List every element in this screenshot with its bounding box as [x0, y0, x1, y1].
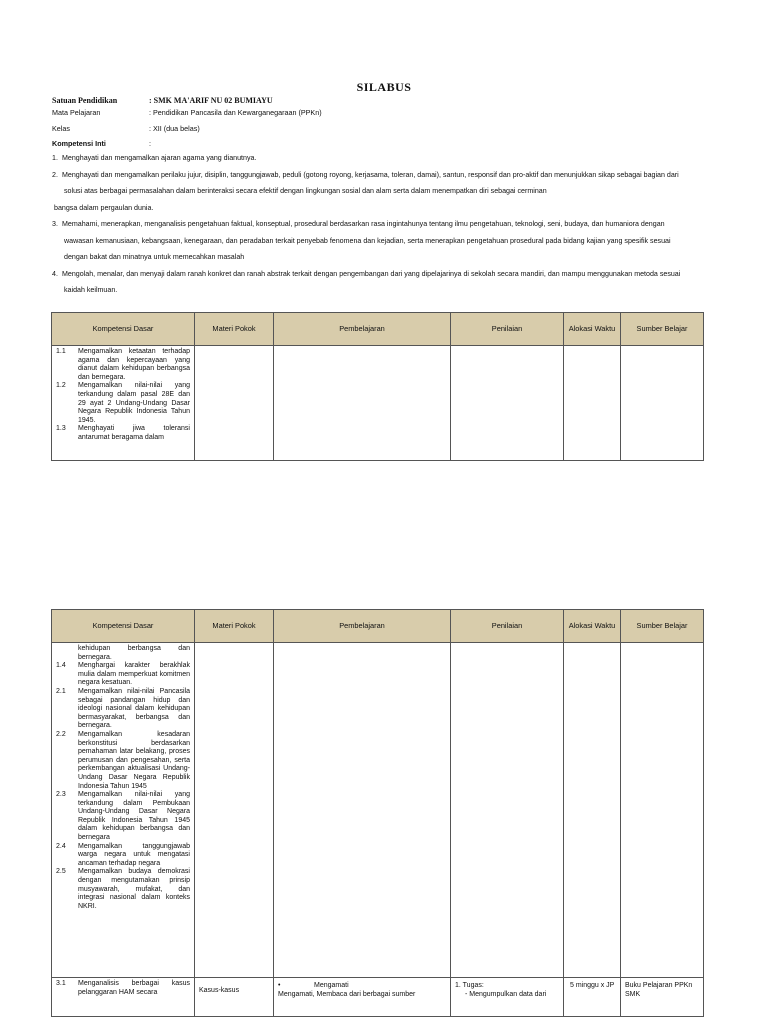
- header-pembelajaran: Pembelajaran: [274, 610, 451, 643]
- ki-item-continuation: solusi atas berbagai permasalahan dalam berinteraksi secara efektif dengan lingkungan sosial dan alam serta dalam menempatkan diri sebagai cerminan: [64, 187, 547, 195]
- ki-item-continuation: dengan bakat dan minatnya untuk memecahkan masalah: [64, 253, 245, 261]
- kd-text: Mengamalkan kesadaran berkonstitusi berdasarkan pemahaman latar belakang, proses perumusan dan pengesahan, serta perkembangan aktualisasi Undang-Undang Dasar Negara Republik Indonesia Tahun 1945: [78, 730, 190, 790]
- ki-item-continuation: wawasan kemanusiaan, kebangsaan, kenegaraan, dan peradaban terkait penyebab fenomena dan kejadian, serta menerapkan pengetahuan prosedural pada bidang kajian yang spesifik sesuai: [64, 236, 671, 245]
- ki-item-continuation: bangsa dalam pergaulan dunia.: [54, 203, 154, 212]
- penilaian-cell: [451, 346, 564, 461]
- kd-number: 2.1: [56, 687, 66, 695]
- satuan-row: [52, 96, 712, 108]
- pembelajaran-cell: [274, 346, 451, 461]
- kelas-row: [52, 124, 712, 136]
- kd-text: Menghargai karakter berakhlak mulia dalam memperkuat komitmen negara kesatuan.: [78, 662, 190, 687]
- kd-item: [56, 731, 190, 791]
- kd-text: Mengamalkan tanggungjawab warga negara untuk mengatasi ancaman terhadap negara: [78, 842, 190, 867]
- header-sumber-belajar: Sumber Belajar: [621, 313, 704, 346]
- silabus-table-2: [51, 609, 704, 1017]
- header-materi-pokok: Materi Pokok: [195, 313, 274, 346]
- kd-text: Mengamalkan nilai-nilai Pancasila sebagai pandangan hidup dan ideologi nasional dalam kehidupan bermasyarakat, berbangsa dan bernegara.: [78, 687, 190, 730]
- header-penilaian: Penilaian: [451, 610, 564, 643]
- table-header-row: [52, 610, 704, 643]
- ki-item-text: Memahami, menerapkan, menganalisis pengetahuan faktual, konseptual, prosedural berdasarkan rasa ingintahunya tentang ilmu pengetahuan, teknologi, seni, budaya, dan humaniora dengan: [62, 220, 665, 228]
- penilaian-text: - Mengumpulkan data dari: [465, 991, 547, 998]
- ki-item-number: 4.: [52, 269, 58, 278]
- alokasi-text: 5 minggu x JP: [570, 982, 615, 989]
- mapel-value: : Pendidikan Pancasila dan Kewarganegaraan (PPKn): [149, 108, 322, 117]
- kd-cell: [52, 346, 195, 461]
- header-kompetensi-dasar: Kompetensi Dasar: [52, 313, 195, 346]
- mapel-label: Mata Pelajaran: [52, 108, 101, 117]
- kelas-label: Kelas: [52, 124, 70, 133]
- header-kompetensi-dasar: Kompetensi Dasar: [52, 610, 195, 643]
- pembelajaran-cell: [274, 643, 451, 978]
- kd-number: 3.1: [56, 980, 66, 987]
- ki-item-continuation: kaidah keilmuan.: [64, 286, 118, 294]
- ki-item-text: Mengolah, menalar, dan menyaji dalam ranah konkret dan ranah abstrak terkait dengan pengembangan dari yang dipelajarinya di sekolah secara mandiri, dan mampu menggunakan metoda sesuai: [62, 269, 681, 278]
- penilaian-cell: [451, 978, 564, 1017]
- header-alokasi-waktu: Alokasi Waktu: [564, 610, 621, 643]
- kd-text: Menganalisis berbagai kasus pelanggaran HAM secara: [78, 980, 190, 996]
- kd-number: 2.2: [56, 730, 66, 738]
- materi-cell: [195, 643, 274, 978]
- sumber-cell: [621, 346, 704, 461]
- kd-number: 1.4: [56, 662, 66, 670]
- bullet-icon: •: [278, 982, 281, 989]
- kd-number: 2.3: [56, 791, 66, 799]
- kompetensi-inti-list: [52, 150, 720, 299]
- ki-item-number: 2.: [52, 170, 58, 179]
- kd-item: [56, 688, 190, 731]
- satuan-label: Satuan Pendidikan: [52, 96, 118, 105]
- table-row: [52, 643, 704, 978]
- ki-value: :: [149, 139, 151, 148]
- kd-number: 1.2: [56, 382, 66, 390]
- table-row: [52, 346, 704, 461]
- pembelajaran-text: Mengamati, Membaca dari berbagai sumber: [278, 991, 416, 998]
- materi-cell: [195, 978, 274, 1017]
- alokasi-cell: [564, 978, 621, 1017]
- header-sumber-belajar: Sumber Belajar: [621, 610, 704, 643]
- page-title: SILABUS: [356, 80, 412, 94]
- kelas-value: : XII (dua belas): [149, 124, 200, 133]
- satuan-value: : SMK MA'ARIF NU 02 BUMIAYU: [149, 96, 273, 105]
- ki-item-number: 3.: [52, 220, 58, 228]
- ki-item-text: Menghayati dan mengamalkan perilaku jujur, disiplin, tanggungjawab, peduli (gotong royong, kerjasama, toleran, damai), santun, responsif dan pro-aktif dan menunjukkan sikap sebagai bagian dari: [62, 170, 679, 179]
- kd-text: Mengamalkan nilai-nilai yang terkandung dalam pasal 28E dan 29 ayat 2 Undang-Undang Dasar Negara Republik Indonesia Tahun 1945.: [78, 382, 190, 424]
- ki-item: [52, 150, 720, 167]
- kd-item: [56, 662, 190, 688]
- kd-item: [56, 348, 190, 382]
- ki-label: Kompetensi Inti: [52, 139, 106, 148]
- pembelajaran-heading: [278, 981, 446, 990]
- sumber-text: Buku Pelajaran PPKn SMK: [625, 982, 693, 998]
- kd-number: 2.5: [56, 868, 66, 876]
- kd-number: 1.1: [56, 348, 66, 355]
- alokasi-cell: [564, 643, 621, 978]
- ki-item: [52, 167, 720, 184]
- table-header-row: [52, 313, 704, 346]
- kd-item: [56, 868, 190, 911]
- kd-text: Mengamalkan budaya demokrasi dengan mengutamakan prinsip musyawarah, mufakat, dan integrasi nasional dalam konteks NKRI.: [78, 868, 190, 910]
- kd-item: [56, 791, 190, 843]
- kd-text: Mengamalkan nilai-nilai yang terkandung dalam Pembukaan Undang-Undang Dasar Negara Republik Indonesia Tahun 1945 dalam kehidupan berbangsa dan bernegara: [78, 791, 190, 842]
- kd-item: [56, 382, 190, 425]
- kd-number: 2.4: [56, 842, 66, 850]
- header-pembelajaran: Pembelajaran: [274, 313, 451, 346]
- kd-item: [56, 425, 190, 442]
- pembelajaran-head-text: Mengamati: [314, 982, 349, 989]
- pembelajaran-cell: [274, 978, 451, 1017]
- silabus-table-1: [51, 312, 704, 461]
- kd-text: Mengamalkan ketaatan terhadap agama dan kepercayaan yang dianut dalam kehidupan berbangsa dan bernegara.: [78, 348, 190, 381]
- table-row: [52, 978, 704, 1017]
- ki-item-number: 1.: [52, 154, 58, 162]
- header-penilaian: Penilaian: [451, 313, 564, 346]
- kd-cell: [52, 978, 195, 1017]
- kd-number: 1.3: [56, 425, 66, 433]
- header-materi-pokok: Materi Pokok: [195, 610, 274, 643]
- kd-continuation: kehidupan berbangsa dan bernegara.: [78, 645, 190, 661]
- kd-item: [56, 843, 190, 869]
- ki-item: [52, 216, 720, 233]
- alokasi-cell: [564, 346, 621, 461]
- penilaian-cell: [451, 643, 564, 978]
- ki-item-text: Menghayati dan mengamalkan ajaran agama yang dianutnya.: [62, 154, 257, 162]
- sumber-cell: [621, 978, 704, 1017]
- ki-item: [52, 266, 720, 283]
- kd-text: Menghayati jiwa toleransi antarumat beragama dalam: [78, 425, 190, 441]
- materi-cell: [195, 346, 274, 461]
- materi-text: Kasus-kasus: [199, 987, 240, 994]
- penilaian-heading: 1. Tugas:: [455, 982, 484, 989]
- kd-item: [56, 980, 190, 997]
- mapel-row: [52, 108, 712, 120]
- header-alokasi-waktu: Alokasi Waktu: [564, 313, 621, 346]
- sumber-cell: [621, 643, 704, 978]
- kd-cell: [52, 643, 195, 978]
